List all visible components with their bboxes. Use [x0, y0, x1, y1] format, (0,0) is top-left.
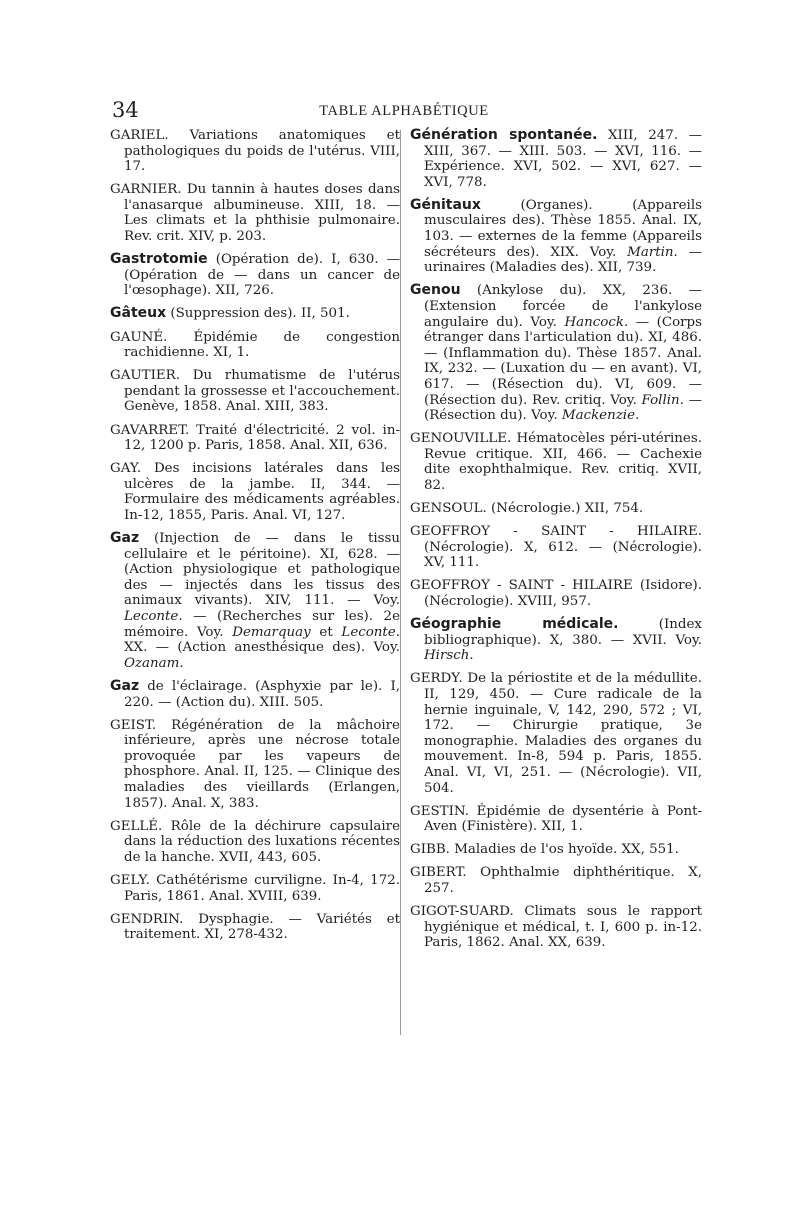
page-header [112, 98, 696, 124]
index-entry [410, 904, 702, 951]
entry-headword: GAVARRET. [110, 422, 190, 438]
entry-text: (Suppression des). II, 501. [166, 306, 350, 322]
index-entry [410, 198, 702, 276]
index-entry [110, 461, 400, 523]
entry-headword: Génération spontanée. [410, 127, 598, 143]
entry-text: et [310, 624, 342, 640]
entry-text: . — (Recherches sur les). 2e mémoire. Voy. [124, 609, 400, 640]
entry-text: . [635, 408, 640, 424]
entry-headword: GELLÉ. [110, 818, 163, 834]
entry-headword: GIBB. [410, 842, 450, 858]
entry-text: Épidémie de congestion rachidienne. XI, 1. [124, 329, 400, 361]
index-entry [110, 819, 400, 866]
entry-headword: GIBERT. [410, 865, 467, 881]
entry-headword: Gâteux [110, 305, 167, 322]
entry-text: de l'éclairage. (Asphyxie par le). I, 220. — (Action du). XIII. 505. [124, 678, 400, 710]
entry-headword: Géographie médicale. [410, 616, 619, 633]
index-entry [110, 423, 400, 454]
index-entry [110, 252, 400, 299]
entry-text: De la périostite et de la médullite. II, 129, 450. — Cure radicale de la hernie inguinale, V, 142, 290, 572 ; VI, 172. — Chirurgie pratique, 3e monographie. Maladies des organes du mouvement. In-8, 594 p. Paris, 1855. Anal. VI, VI, 251. — (Nécrologie). VII, 504. [424, 671, 702, 796]
entry-text: XIII, 247. — XIII, 367. — XIII. 503. — XVI, 116. — Expérience. XVI, 502. — XVI, 627. — XVI, 778. [424, 128, 702, 190]
entry-text: Variations anatomiques et pathologiques du poids de l'utérus. VIII, 17. [124, 128, 400, 175]
left-column [110, 128, 400, 950]
index-entry [410, 617, 702, 664]
entry-text: (Opération de). I, 630. — (Opération de — dans un cancer de l'œsophage). XII, 726. [124, 252, 400, 299]
entry-headword: GAUNÉ. [110, 329, 168, 345]
index-entry [110, 718, 400, 812]
entry-headword: GEIST. [110, 717, 157, 733]
entry-headword: GARNIER. [110, 182, 182, 198]
entry-reference-name: Martin [627, 244, 674, 260]
entry-headword: Gastrotomie [110, 251, 208, 268]
entry-reference-name: Mackenzie [561, 408, 635, 424]
entry-headword: Gaz [110, 530, 140, 547]
entry-reference-name: Demarquay [232, 624, 311, 640]
entry-reference-name: Hancock [564, 314, 624, 330]
index-entry [410, 128, 702, 190]
entry-headword: Genou [410, 282, 461, 299]
index-entry [410, 842, 702, 858]
entry-headword: GERDY. [410, 671, 463, 687]
entry-text: Hématocèles péri-utérines. Revue critique. XII, 466. — Cachexie dite exophthalmique. Rev. critiq. XVII, 82. [424, 431, 702, 493]
entry-headword: GARIEL. [110, 128, 169, 143]
index-entry [110, 912, 400, 943]
index-entry [110, 128, 400, 175]
entry-text: Cathétérisme curviligne. In-4, 172. Paris, 1861. Anal. XVIII, 639. [124, 872, 400, 904]
entry-text: (Organes). (Appareils musculaires des). Thèse 1855. Anal. IX, 103. — externes de la femme (Appareils sécréteurs des). XIX. Voy. [424, 197, 702, 260]
right-column [410, 128, 702, 958]
column-divider [400, 130, 401, 1035]
entry-headword: GAY. [110, 461, 142, 477]
entry-text: (Nécrologie.) XII, 754. [486, 501, 644, 517]
index-entry [110, 679, 400, 710]
running-title: TABLE ALPHABÉTIQUE [319, 103, 489, 119]
entry-headword: GENDRIN. [110, 911, 184, 927]
index-entry [110, 306, 400, 322]
index-entry [410, 283, 702, 423]
index-entry [410, 865, 702, 896]
entry-reference-name: Leconte [124, 609, 179, 625]
entry-text: Maladies de l'os hyoïde. XX, 551. [449, 842, 679, 858]
index-entry [410, 578, 702, 609]
entry-headword: GEOFFROY - SAINT - HILAIRE. [410, 524, 702, 540]
index-entry [410, 524, 702, 571]
entry-text: Rôle de la déchirure capsulaire dans la réduction des luxations récentes de la hanche. XVII, 443, 605. [124, 818, 400, 865]
index-entry [110, 182, 400, 244]
entry-text: Du rhumatisme de l'utérus pendant la grossesse et l'accouchement. Genève, 1858. Anal. XIII, 383. [124, 368, 400, 415]
entry-text: . — (Résection du). Voy. [424, 392, 702, 424]
index-entry [410, 501, 702, 517]
entry-text: Climats sous le rapport hygiénique et médical, t. I, 600 p. in-12. Paris, 1862. Anal. XX, 639. [424, 904, 702, 951]
entry-text: (Isidore). (Nécrologie). XVIII, 957. [424, 578, 702, 610]
index-entry [410, 431, 702, 493]
entry-headword: GESTIN. [410, 803, 469, 819]
entry-text: Ophthalmie diphthéritique. X, 257. [424, 865, 702, 897]
entry-text: (Injection de — dans le tissu cellulaire et le péritoine). XI, 628. — (Action physiologique et pathologique des — injectés dans les tissus des animaux vivants). XIV, 111. — Voy. [124, 531, 400, 609]
index-entry [110, 531, 400, 671]
entry-text: Du tannin à hautes doses dans l'anasarque albumineuse. XIII, 18. — Les climats et la phthisie pulmonaire. Rev. crit. XIV, p. 203. [124, 182, 400, 245]
entry-text: (Nécrologie). X, 612. — (Nécrologie). XV, 111. [424, 539, 702, 571]
entry-text: Épidémie de dysentérie à Pont-Aven (Finistère). XII, 1. [424, 803, 702, 835]
entry-text: . [179, 655, 184, 671]
entry-reference-name: Ozanam [124, 655, 180, 671]
index-entry [110, 873, 400, 904]
entry-text: (Index bibliographique). X, 380. — XVII. Voy. [424, 617, 702, 648]
index-entry [410, 804, 702, 835]
entry-text: (Ankylose du). XX, 236. — (Extension forcée de l'ankylose angulaire du). Voy. [424, 283, 702, 330]
entry-text: Régénération de la mâchoire inférieure, après une nécrose totale provoquée par les vapeurs de phosphore. Anal. II, 125. — Clinique des maladies des vieillards (Erlangen, 1857). Anal. X, 383. [124, 717, 400, 811]
entry-text: . [469, 648, 474, 664]
entry-headword: GELY. [110, 872, 150, 888]
page-number: 34 [112, 98, 139, 122]
entry-headword: GENSOUL. [410, 501, 487, 517]
entry-reference-name: Hirsch [424, 648, 470, 664]
entry-headword: GIGOT-SUARD. [410, 904, 514, 920]
entry-headword: Génitaux [410, 196, 481, 213]
entry-headword: GENOUVILLE. [410, 431, 512, 447]
entry-headword: Gaz [110, 677, 140, 694]
entry-headword: GAUTIER. [110, 368, 180, 384]
entry-reference-name: Leconte [341, 624, 396, 640]
entry-text: . — (Corps étranger dans l'articulation du). XI, 486. — (Inflammation du). Thèse 1857. Anal. IX, 232. — (Luxation du — en avant). VI, 617. — (Résection du). VI, 609. — (Résection du). Rev. critiq. Voy. [424, 314, 702, 408]
entry-text: Des incisions latérales dans les ulcères de la jambe. II, 344. — Formulaire des médicaments agréables. In-12, 1855, Paris. Anal. VI, 127. [124, 461, 400, 523]
entry-text: . — urinaires (Maladies des). XII, 739. [424, 244, 703, 276]
entry-reference-name: Follin [641, 392, 680, 408]
entry-text: Traité d'électricité. 2 vol. in-12, 1200 p. Paris, 1858. Anal. XII, 636. [124, 422, 400, 454]
index-entry [110, 368, 400, 415]
entry-headword: GEOFFROY - SAINT - HILAIRE [410, 578, 633, 594]
entry-text: Dysphagie. — Variétés et traitement. XI, 278-432. [124, 911, 400, 943]
index-entry [410, 671, 702, 796]
entry-text: . XX. — (Action anesthésique des). Voy. [124, 624, 400, 656]
index-entry [110, 330, 400, 361]
